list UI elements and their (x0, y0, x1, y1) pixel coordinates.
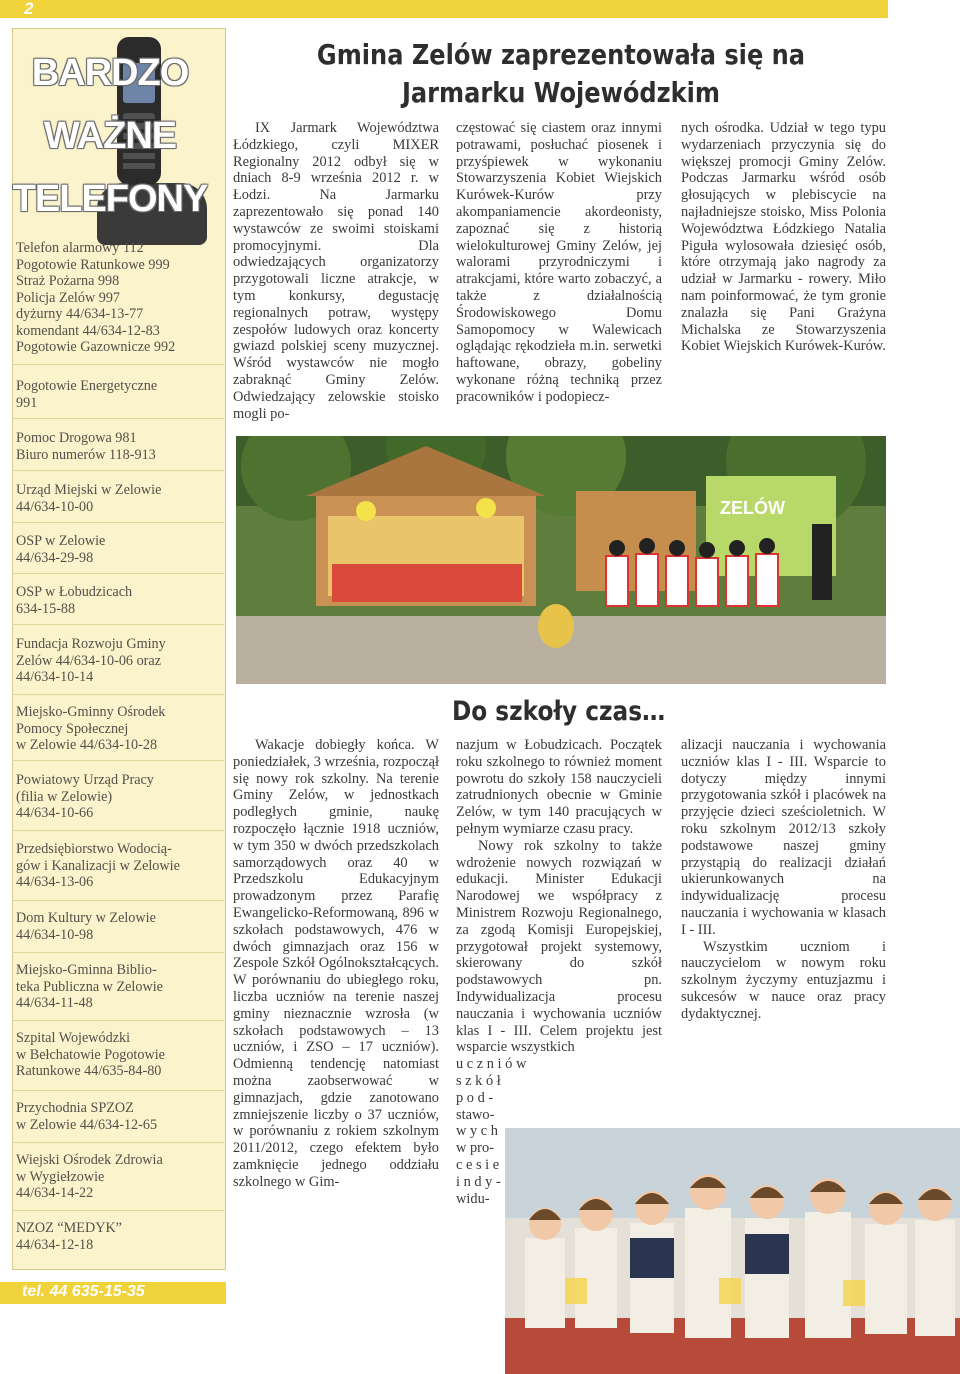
contact-library: Miejsko-Gminna Biblio- teka Publiczna w Zelowie 44/634-11-48 (16, 962, 163, 1011)
article2-column-1 (233, 737, 439, 1191)
article-title-line2: Jarmarku Wojewódzkim (401, 76, 721, 109)
contact-culture-house: Dom Kultury w Zelowie 44/634-10-98 (16, 910, 156, 943)
article2-title: Do szkoły czas… (452, 696, 666, 727)
divider (12, 624, 224, 625)
fair-stand-photo (236, 436, 886, 684)
article1-column-1 (233, 120, 439, 422)
contact-hospital: Szpital Wojewódzki w Bełchatowie Pogotowie Ratunkowe 44/635-84-80 (16, 1030, 165, 1079)
schoolchildren-photo (505, 1128, 960, 1374)
article2-col2-para2: Nowy rok szkolny to także wdrożenie nowych rozwiązań w edukacji. Minister Edukacji Narodowej we współpracy z Ministrem Rozwoju Regionalnego, za zgodą Komisji Europejskiej, przygotował projekt systemowy, skierowany do szkół podstawowych pn. Indywidualizacja procesu nauczania i wychowania uczniów klas I - III. Celem projektu jest wsparcie wszystkich (456, 837, 662, 1056)
contact-town-hall: Urząd Miejski w Zelowie 44/634-10-00 (16, 482, 162, 515)
page-number: 2 (24, 0, 34, 18)
contact-osp-lobudzice: OSP w Łobudzicach 634-15-88 (16, 584, 133, 617)
contact-emergency: Telefon alarmowy 112 Pogotowie Ratunkowe 999 Straż Pożarna 998 Policja Zelów 997 dyżurny 44/634-13-77 komendant 44/634-12-83 Pogotowie Gazownicze 992 (16, 240, 176, 355)
article2-column-3 (681, 737, 886, 1023)
article1-column-2 (456, 120, 662, 406)
divider (12, 900, 224, 901)
article1-col3-text: nych ośrodka. Udział w tego typu wydarzeniach przyczynia się do większej promocji Gminy Zelów. Podczas Jarmarku wśród osób głosujących w plebiscycie na najładniejsze stoisko, Miss Polonia Województwa Łódzkiego Natalia Piguła wylosowała dziesięć osób, które otrzymają jako nagrody za udział w Jarmarku - rowery. Miło nam poinformować, że tym gronie znalazła się Pani Grażyna Michalska ze Stowarzyszenia Kobiet Wiejskich Kurówek-Kurów. (681, 120, 886, 355)
article1-col2-text: częstować się ciastem oraz innymi potrawami, posłuchać piosenek i przyśpiewek w wykonaniu Stowarzyszenia Kobiet Wiejskich Kurówek-Kurów przy akompaniamencie akordeonisty, zapoznać się z historią wielokulturowej Gminy Zelów, jej walorami przyrodniczymi i atrakcjami, które warto zobaczyć, a także z działalnością Środowiskowego Domu Samopomocy w Walewicach oglądając rękodzieła m.in. serwetki haftowane, obrazy, gobeliny wykonane różną techniką przez pracowników i podopiecz- (456, 120, 662, 405)
contact-social-welfare: Miejsko-Gminny Ośrodek Pomocy Społecznej w Zelowie 44/634-10-28 (16, 704, 166, 753)
divider (12, 470, 224, 471)
contact-labour-office: Powiatowy Urząd Pracy (filia w Zelowie) 44/634-10-66 (16, 772, 154, 821)
contact-health-centre: Wiejski Ośrodek Zdrowia w Wygiełzowie 44/634-14-22 (16, 1152, 163, 1201)
divider (12, 364, 224, 365)
divider (12, 760, 224, 761)
article1-col1-text: IX Jarmark Województwa Łódzkiego, czyli MIXER Regionalny 2012 odbył się w dniach 8-9 września 2012 r. w Łodzi. Na Jarmarku zaprezentowało się ponad 140 wystawców ze swoimi stoiskami promocyjnymi. Dla odwiedzających organizatorzy przygotowali liczne atrakcje, w tym konkursy, degustację regionalnych potraw, występy zespołów ludowych oraz koncerty gwiazd polskiej sceny muzycznej. Wśród wystawców nie mogło zabraknąć Gminy Zelów. Odwiedzający zelowskie stoisko mogli po- (233, 120, 439, 422)
sidebar-headline-2: WAŻNE (43, 115, 177, 157)
divider (12, 952, 224, 953)
top-accent-bar (0, 0, 888, 18)
divider (12, 418, 224, 419)
contact-osp-zelow: OSP w Zelowie 44/634-29-98 (16, 533, 106, 566)
divider (12, 1210, 224, 1211)
divider (12, 830, 224, 831)
fair-banner-sign: ZELÓW (720, 498, 785, 518)
contact-foundation: Fundacja Rozwoju Gminy Zelów 44/634-10-06 oraz 44/634-10-14 (16, 636, 166, 685)
divider (12, 1142, 224, 1143)
article2-col2-tail: u c z n i ó w s z k ó ł p o d - stawo- w y c h w pro- c e s i e i n d y - widu- (456, 1056, 527, 1207)
article-title-line1: Gmina Zelów zaprezentowała się na (316, 38, 806, 71)
divider (12, 694, 224, 695)
article2-col1-text: Wakacje dobiegły końca. W poniedziałek, 3 września, rozpoczął się nowy rok szkolny. Na terenie Gminy Zelów, w jednostkach podległych gminie, naukę rozpoczęło łącznie 1918 uczniów, w tym 350 w dwóch przedszkolach samorządowych oraz 40 w Przedszkolu Edukacyjnym prowadzonym przez Parafię Ewangelicko-Reformowaną, 896 w szkołach podstawowych, 476 w dwóch gimnazjach oraz 156 w Zespole Szkół Ogólnokształcących. W porównaniu do ubiegłego roku, liczba uczniów na terenie naszej gminy nieznacznie wzrosła (w szkołach podstawowych – 13 uczniów, i ZSO – 17 uczniów). Odmienną tendencję natomiast można zaobserwować w gimnazjach, gdzie zanotowano zmniejszenie liczby o 37 uczniów, w porównaniu z rokiem szkolnym 2011/2012, czego efektem było zamknięcie jednego oddziału szkolnego w Gim- (233, 737, 439, 1190)
contact-roadside: Pomoc Drogowa 981 Biuro numerów 118-913 (16, 430, 156, 463)
sidebar-headline-1: BARDZO (31, 52, 189, 94)
article2-col3-para2: Wszystkim uczniom i nauczycielom w nowym roku szkolnym życzymy entuzjazmu i sukcesów w nauce oraz pracy dydaktycznej. (681, 938, 886, 1022)
article2-col3-para1: alizacji nauczania i wychowania uczniów klas I - III. Wsparcie to dotyczy między innymi przygotowania szkół i placówek na przyjęcie dzieci sześcioletnich. W roku szkolnym 2012/13 szkoły podstawowe naszej gminy przystąpią do realizacji działań ukierunkowanych na indywidualizację procesu nauczania i wychowania w klasach I - III. (681, 737, 886, 938)
contact-medyk: NZOZ “MEDYK” 44/634-12-18 (16, 1220, 122, 1253)
divider (12, 1090, 224, 1091)
sidebar-headline-3: TELEFONY (12, 178, 208, 220)
contact-clinic: Przychodnia SPZOZ w Zelowie 44/634-12-65 (16, 1100, 158, 1133)
contact-waterworks: Przedsiębiorstwo Wodocią- gów i Kanalizacji w Zelowie 44/634-13-06 (16, 841, 180, 890)
divider (12, 1020, 224, 1021)
contact-energy: Pogotowie Energetyczne 991 (16, 378, 158, 411)
footer-tel: tel. 44 635-15-35 (22, 1283, 145, 1300)
divider (12, 522, 224, 523)
article1-column-3 (681, 120, 886, 355)
divider (12, 573, 224, 574)
article2-col2-para1: nazjum w Łobudzicach. Początek roku szkolnego to również moment powrotu do szkoły 158 nauczycieli zatrudnionych obecnie w Gminie Zelów, w tym 140 pracujących w pełnym wymiarze czasu pracy. (456, 737, 662, 837)
